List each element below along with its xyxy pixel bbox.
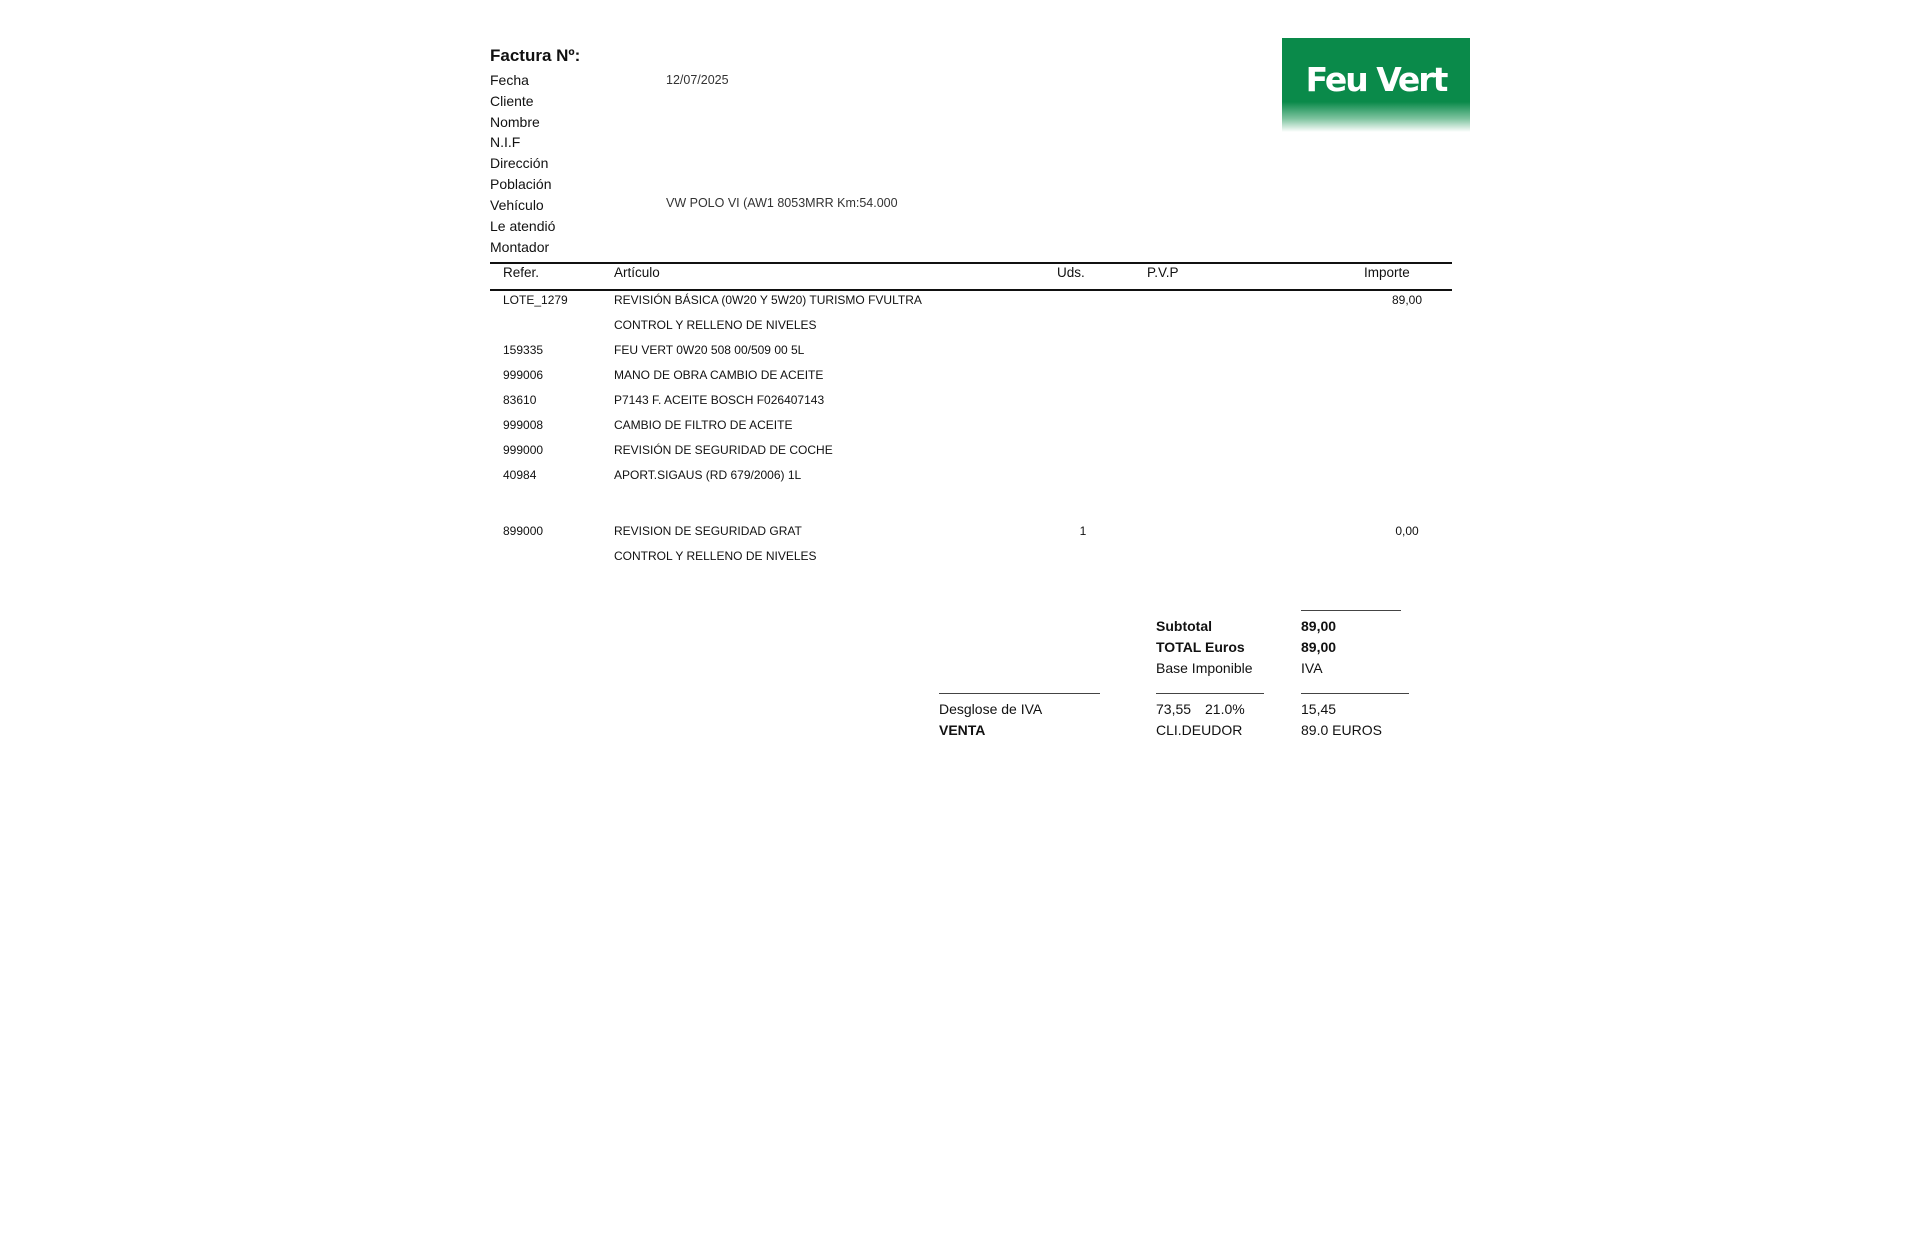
logo-text: Feu Vert (1305, 60, 1447, 99)
table-row (490, 318, 1450, 338)
row-articulo: CONTROL Y RELLENO DE NIVELES (614, 549, 817, 563)
row-ref: 40984 (503, 468, 537, 482)
iva-value: 15,45 (1301, 701, 1337, 717)
desglose-rule (939, 693, 1100, 694)
table-row (490, 443, 1450, 463)
fecha-value: 12/07/2025 (666, 73, 729, 87)
row-ref: 83610 (503, 393, 537, 407)
row-articulo: REVISIÓN BÁSICA (0W20 Y 5W20) TURISMO FVULTRA (614, 293, 922, 307)
venta-label: VENTA (939, 722, 986, 738)
row-uds: 1 (1079, 524, 1087, 538)
iva-rule (1301, 693, 1409, 694)
table-row (490, 368, 1450, 388)
payment-method: CLI.DEUDOR (1156, 722, 1243, 738)
row-articulo: CAMBIO DE FILTRO DE ACEITE (614, 418, 793, 432)
table-top-rule (490, 262, 1452, 264)
desglose-iva-label: Desglose de IVA (939, 701, 1043, 717)
subtotal-label: Subtotal (1156, 618, 1212, 634)
column-header-uds: Uds. (1057, 265, 1085, 280)
row-ref: 999006 (503, 368, 544, 382)
row-importe: 89,00 (1391, 293, 1423, 307)
row-articulo: CONTROL Y RELLENO DE NIVELES (614, 318, 817, 332)
amount-text: 89.0 EUROS (1301, 722, 1382, 738)
label-nif: N.I.F (490, 134, 521, 150)
subtotal-rule (1301, 610, 1401, 611)
column-header-articulo: Artículo (614, 265, 660, 280)
iva-label: IVA (1301, 660, 1323, 676)
label-vehiculo: Vehículo (490, 197, 544, 213)
label-le-atendio: Le atendió (490, 218, 556, 234)
iva-rate: 21.0% (1205, 701, 1245, 717)
label-cliente: Cliente (490, 93, 534, 109)
table-row (490, 468, 1450, 488)
base-imponible-label: Base Imponible (1156, 660, 1253, 676)
row-articulo: REVISIÓN DE SEGURIDAD DE COCHE (614, 443, 833, 457)
table-row (490, 418, 1450, 438)
base-rule (1156, 693, 1264, 694)
table-row (490, 524, 1450, 544)
label-nombre: Nombre (490, 114, 540, 130)
row-ref: 999008 (503, 418, 544, 432)
vehiculo-value: VW POLO VI (AW1 8053MRR Km:54.000 (666, 196, 898, 210)
row-articulo: APORT.SIGAUS (RD 679/2006) 1L (614, 468, 802, 482)
table-row (490, 343, 1450, 363)
label-poblacion: Población (490, 176, 552, 192)
row-articulo: REVISION DE SEGURIDAD GRAT (614, 524, 802, 538)
table-row (490, 393, 1450, 413)
total-label: TOTAL Euros (1156, 639, 1245, 655)
row-articulo: FEU VERT 0W20 508 00/509 00 5L (614, 343, 805, 357)
invoice-title: Factura Nº: (490, 46, 581, 65)
row-ref: 999000 (503, 443, 544, 457)
table-row (490, 293, 1450, 313)
label-direccion: Dirección (490, 155, 549, 171)
label-montador: Montador (490, 239, 550, 255)
row-ref: LOTE_1279 (503, 293, 568, 307)
feu-vert-logo (1282, 38, 1470, 132)
column-header-importe: Importe (1364, 265, 1410, 280)
table-header-rule (490, 289, 1452, 291)
base-imponible-value: 73,55 (1156, 701, 1192, 717)
column-header-pvp: P.V.P (1147, 265, 1179, 280)
row-ref: 899000 (503, 524, 544, 538)
total-value: 89,00 (1301, 639, 1337, 655)
row-articulo: P7143 F. ACEITE BOSCH F026407143 (614, 393, 825, 407)
table-row (490, 549, 1450, 569)
row-importe: 0,00 (1395, 524, 1419, 538)
label-fecha: Fecha (490, 72, 529, 88)
subtotal-value: 89,00 (1301, 618, 1337, 634)
row-articulo: MANO DE OBRA CAMBIO DE ACEITE (614, 368, 824, 382)
column-header-refer: Refer. (503, 265, 540, 280)
row-ref: 159335 (503, 343, 544, 357)
